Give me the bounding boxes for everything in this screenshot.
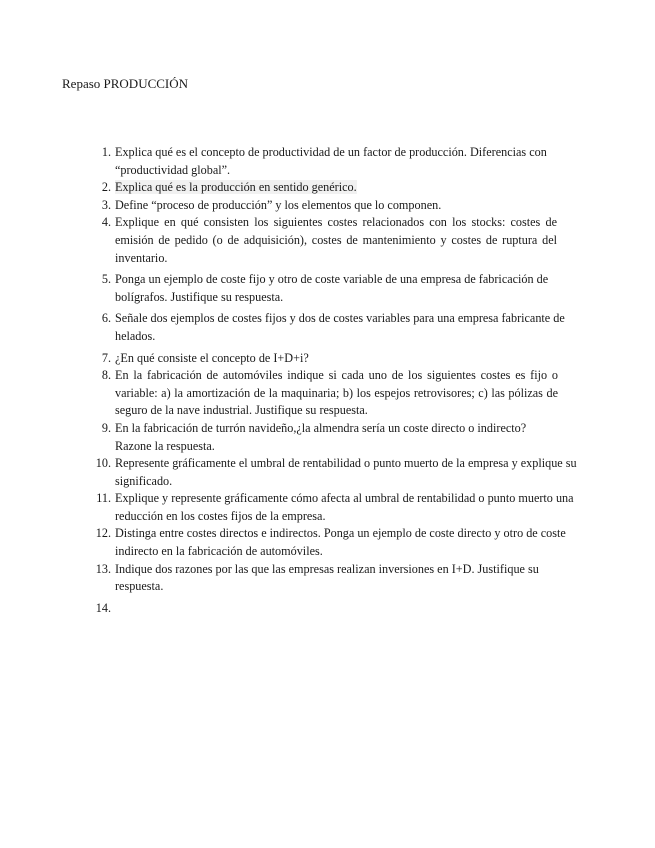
question-item-9 <box>92 420 592 455</box>
question-number: 14. <box>95 600 111 615</box>
question-number: 1. <box>101 145 111 159</box>
question-item-1 <box>92 144 592 179</box>
question-text: Explica qué es el concepto de productividad de un factor de producción. Diferencias con “productividad global”. <box>115 145 547 177</box>
question-item-13 <box>92 561 592 596</box>
question-text: Explique y represente gráficamente cómo afecta al umbral de rentabilidad o punto muerto una reducción en los costes fijos de la empresa. <box>115 491 574 523</box>
question-number: 10. <box>95 456 111 471</box>
question-item-10 <box>92 455 592 490</box>
question-item-14 <box>92 600 592 618</box>
question-list <box>92 144 592 617</box>
highlighted-text: Explica qué es la producción en sentido genérico. <box>115 180 357 195</box>
question-text: En la fabricación de automóviles indique si cada uno de los siguientes costes es fijo o variable: a) la amortización de la maquinaria; b) los espejos retrovisores; c) las pólizas de seguro de la nave industrial. Justifique su respuesta. <box>115 368 558 418</box>
question-number: 3. <box>101 197 111 212</box>
question-item-5 <box>92 271 592 306</box>
document-title: Repaso PRODUCCIÓN <box>62 76 189 91</box>
question-number: 7. <box>101 350 111 365</box>
question-number: 8. <box>101 368 111 383</box>
question-text: ¿En qué consiste el concepto de I+D+i? <box>115 350 309 365</box>
question-number: 5. <box>101 272 111 287</box>
question-number: 12. <box>95 526 111 541</box>
question-text: Represente gráficamente el umbral de rentabilidad o punto muerto de la empresa y explique su significado. <box>115 456 577 488</box>
question-number: 2. <box>101 180 111 195</box>
question-number: 13. <box>95 561 111 576</box>
question-text: En la fabricación de turrón navideño,¿la almendra sería un coste directo o indirecto? Razone la respuesta. <box>115 420 527 453</box>
question-text <box>115 179 592 197</box>
question-item-11 <box>92 490 592 525</box>
question-number: 4. <box>101 215 111 230</box>
question-text: Ponga un ejemplo de coste fijo y otro de coste variable de una empresa de fabricación de bolígrafos. Justifique su respuesta. <box>115 272 549 304</box>
question-text: Indique dos razones por las que las empresas realizan inversiones en I+D. Justifique su respuesta. <box>115 561 539 594</box>
question-item-2 <box>92 179 592 197</box>
question-item-3 <box>92 197 592 215</box>
question-number: 6. <box>101 311 111 326</box>
question-text: Señale dos ejemplos de costes fijos y dos de costes variables para una empresa fabricante de helados. <box>115 311 565 343</box>
question-number: 9. <box>101 420 111 435</box>
question-text: Explique en qué consisten los siguientes costes relacionados con los stocks: costes de emisión de pedido (o de adquisición), costes de mantenimiento y costes de ruptura del inventario. <box>115 215 557 265</box>
question-item-8 <box>92 367 592 420</box>
question-item-4 <box>92 214 592 267</box>
question-text: Define “proceso de producción” y los elementos que lo componen. <box>115 197 442 212</box>
question-number: 11. <box>96 491 111 506</box>
question-item-12 <box>92 525 592 560</box>
question-item-6 <box>92 310 592 345</box>
question-item-7 <box>92 350 592 368</box>
question-text: Distinga entre costes directos e indirectos. Ponga un ejemplo de coste directo y otro de coste indirecto en la fabricación de automóviles. <box>115 526 566 559</box>
